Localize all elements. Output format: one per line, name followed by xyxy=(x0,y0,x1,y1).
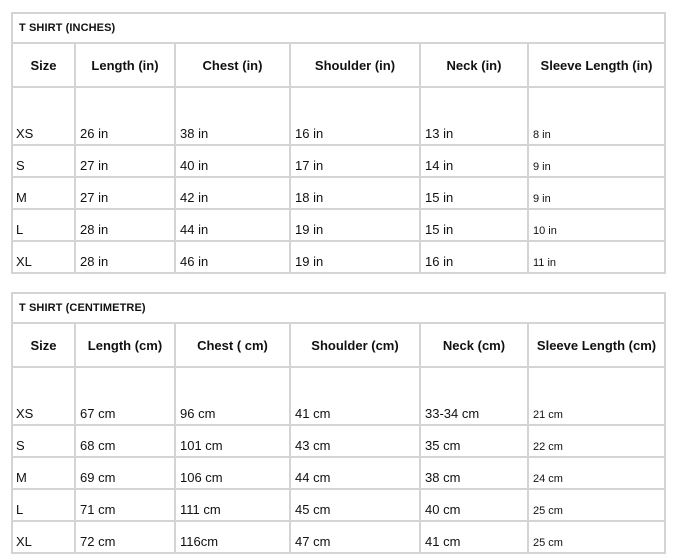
size-cell: L xyxy=(12,209,75,241)
size-cell: XS xyxy=(12,394,75,425)
sleeve-length-cell: 21 cm xyxy=(528,394,665,425)
table-caption: T SHIRT (INCHES) xyxy=(12,13,665,43)
table-row xyxy=(12,425,665,457)
table-row xyxy=(12,394,665,425)
neck-cell: 15 in xyxy=(420,209,528,241)
chest-cell: 42 in xyxy=(175,177,290,209)
column-header-chest: Chest (in) xyxy=(175,43,290,87)
table-row xyxy=(12,489,665,521)
length-cell: 26 in xyxy=(75,114,175,145)
length-cell: 71 cm xyxy=(75,489,175,521)
table-caption: T SHIRT (CENTIMETRE) xyxy=(12,293,665,323)
table-row xyxy=(12,241,665,273)
shoulder-cell: 19 in xyxy=(290,241,420,273)
length-cell: 68 cm xyxy=(75,425,175,457)
table-row xyxy=(12,145,665,177)
column-header-length: Length (cm) xyxy=(75,323,175,367)
size-cell: S xyxy=(12,145,75,177)
table-row xyxy=(12,209,665,241)
shoulder-cell: 44 cm xyxy=(290,457,420,489)
sleeve-length-cell: 10 in xyxy=(528,209,665,241)
length-cell: 72 cm xyxy=(75,521,175,553)
neck-cell: 33-34 cm xyxy=(420,394,528,425)
size-cell: M xyxy=(12,457,75,489)
column-header-size: Size xyxy=(12,43,75,87)
length-cell: 27 in xyxy=(75,177,175,209)
chest-cell: 111 cm xyxy=(175,489,290,521)
table-row xyxy=(12,114,665,145)
shoulder-cell: 19 in xyxy=(290,209,420,241)
shoulder-cell: 16 in xyxy=(290,114,420,145)
length-cell: 28 in xyxy=(75,209,175,241)
sleeve-length-cell: 11 in xyxy=(528,241,665,273)
sleeve-length-cell: 9 in xyxy=(528,177,665,209)
table-row xyxy=(12,521,665,553)
neck-cell: 15 in xyxy=(420,177,528,209)
shoulder-cell: 47 cm xyxy=(290,521,420,553)
size-cell: S xyxy=(12,425,75,457)
table-header-row xyxy=(12,43,665,87)
neck-cell: 13 in xyxy=(420,114,528,145)
neck-cell: 38 cm xyxy=(420,457,528,489)
chest-cell: 106 cm xyxy=(175,457,290,489)
shoulder-cell: 18 in xyxy=(290,177,420,209)
length-cell: 28 in xyxy=(75,241,175,273)
table-caption-row xyxy=(12,13,665,43)
size-table-centimetre xyxy=(11,292,666,554)
sleeve-length-cell: 22 cm xyxy=(528,425,665,457)
sleeve-length-cell: 24 cm xyxy=(528,457,665,489)
column-header-shoulder: Shoulder (cm) xyxy=(290,323,420,367)
chest-cell: 38 in xyxy=(175,114,290,145)
table-row xyxy=(12,177,665,209)
column-header-length: Length (in) xyxy=(75,43,175,87)
size-cell: XS xyxy=(12,114,75,145)
length-cell: 69 cm xyxy=(75,457,175,489)
column-header-neck: Neck (cm) xyxy=(420,323,528,367)
shoulder-cell: 17 in xyxy=(290,145,420,177)
size-cell: XL xyxy=(12,241,75,273)
shoulder-cell: 41 cm xyxy=(290,394,420,425)
neck-cell: 40 cm xyxy=(420,489,528,521)
neck-cell: 41 cm xyxy=(420,521,528,553)
shoulder-cell: 43 cm xyxy=(290,425,420,457)
chest-cell: 116cm xyxy=(175,521,290,553)
column-header-neck: Neck (in) xyxy=(420,43,528,87)
sleeve-length-cell: 9 in xyxy=(528,145,665,177)
spacer-row xyxy=(12,367,665,394)
length-cell: 27 in xyxy=(75,145,175,177)
sleeve-length-cell: 25 cm xyxy=(528,521,665,553)
column-header-chest: Chest ( cm) xyxy=(175,323,290,367)
column-header-sleeve-length: Sleeve Length (cm) xyxy=(528,323,665,367)
size-cell: L xyxy=(12,489,75,521)
table-caption-row xyxy=(12,293,665,323)
sleeve-length-cell: 25 cm xyxy=(528,489,665,521)
chest-cell: 46 in xyxy=(175,241,290,273)
size-table-inches xyxy=(11,12,666,274)
chest-cell: 96 cm xyxy=(175,394,290,425)
chest-cell: 44 in xyxy=(175,209,290,241)
column-header-shoulder: Shoulder (in) xyxy=(290,43,420,87)
neck-cell: 35 cm xyxy=(420,425,528,457)
chest-cell: 101 cm xyxy=(175,425,290,457)
table-row xyxy=(12,457,665,489)
size-cell: XL xyxy=(12,521,75,553)
column-header-size: Size xyxy=(12,323,75,367)
shoulder-cell: 45 cm xyxy=(290,489,420,521)
table-header-row xyxy=(12,323,665,367)
neck-cell: 14 in xyxy=(420,145,528,177)
length-cell: 67 cm xyxy=(75,394,175,425)
neck-cell: 16 in xyxy=(420,241,528,273)
sleeve-length-cell: 8 in xyxy=(528,114,665,145)
chest-cell: 40 in xyxy=(175,145,290,177)
spacer-row xyxy=(12,87,665,114)
size-cell: M xyxy=(12,177,75,209)
column-header-sleeve-length: Sleeve Length (in) xyxy=(528,43,665,87)
